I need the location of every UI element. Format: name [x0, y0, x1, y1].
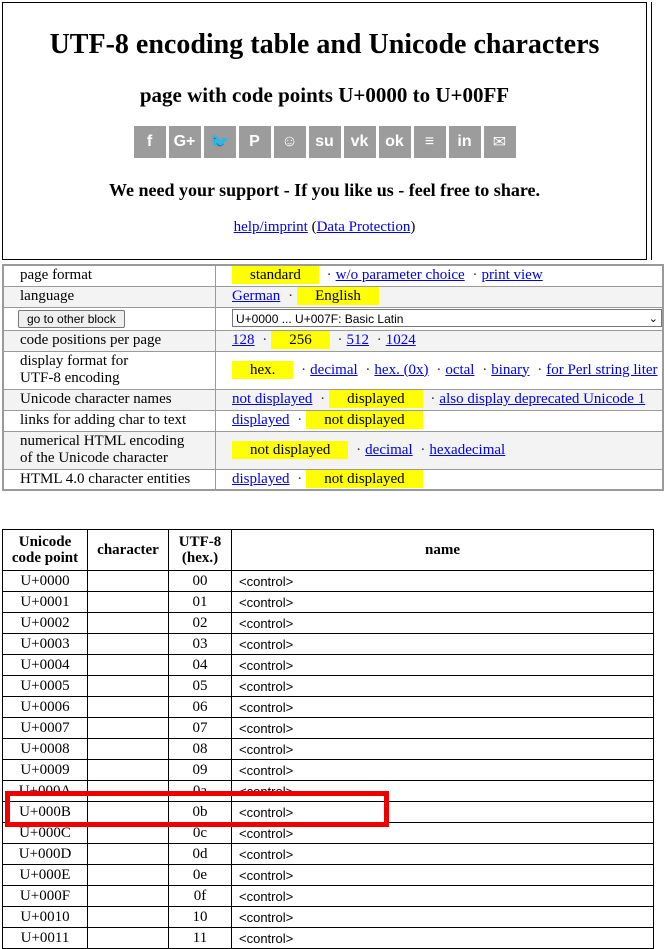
character-cell: [88, 739, 169, 760]
header-code-point: Unicode code point: [3, 530, 88, 571]
go-to-other-block-button[interactable]: go to other block: [18, 310, 125, 328]
utf8-cell: 0d: [169, 844, 232, 865]
character-cell: [88, 802, 169, 823]
name-cell: <control>: [232, 613, 654, 634]
character-cell: [88, 676, 169, 697]
code-point-cell: U+000C: [3, 823, 88, 844]
facebook-icon[interactable]: f: [134, 126, 166, 158]
char-names-options: not displayed · displayed · also display deprecated Unicode 1: [216, 389, 664, 410]
utf8-cell: 05: [169, 676, 232, 697]
name-cell: <control>: [232, 676, 654, 697]
code-point-cell: U+0007: [3, 718, 88, 739]
utf8-cell: 08: [169, 739, 232, 760]
character-cell: [88, 844, 169, 865]
positions-256: 256: [271, 331, 330, 349]
code-point-cell: U+0002: [3, 613, 88, 634]
display-format-hex: hex.: [232, 361, 293, 379]
utf8-cell: 00: [169, 571, 232, 592]
code-point-cell: U+0009: [3, 760, 88, 781]
name-cell: <control>: [232, 802, 654, 823]
character-cell: [88, 592, 169, 613]
name-cell: <control>: [232, 697, 654, 718]
name-cell: <control>: [232, 928, 654, 949]
code-point-cell: U+0004: [3, 655, 88, 676]
table-row: [3, 865, 654, 886]
table-row: [3, 802, 654, 823]
utf8-cell: 04: [169, 655, 232, 676]
page-format-options: standard · w/o parameter choice · print view: [216, 265, 664, 286]
display-format-octal[interactable]: octal: [445, 361, 475, 378]
table-row: [3, 634, 654, 655]
adjacent-box-edge: [651, 2, 657, 260]
links-adding-options: displayed · not displayed: [216, 410, 664, 431]
stumbleupon-icon[interactable]: su: [309, 126, 341, 158]
character-cell: [88, 655, 169, 676]
character-cell: [88, 823, 169, 844]
pinterest-icon[interactable]: P: [239, 126, 271, 158]
footer-links: [3, 219, 646, 236]
code-point-cell: U+0011: [3, 928, 88, 949]
character-cell: [88, 781, 169, 802]
twitter-icon[interactable]: 🐦: [204, 126, 236, 158]
paren-open: (: [311, 219, 317, 235]
name-cell: <control>: [232, 760, 654, 781]
utf8-cell: 02: [169, 613, 232, 634]
char-names-label: Unicode character names: [3, 389, 216, 410]
display-format-decimal[interactable]: decimal: [310, 361, 358, 378]
display-format-label: display format for UTF-8 encoding: [3, 351, 216, 389]
character-cell: [88, 613, 169, 634]
table-row: [3, 760, 654, 781]
reddit-icon[interactable]: ☺: [274, 126, 306, 158]
character-cell: [88, 571, 169, 592]
block-select-value: U+0000 ... U+007F: Basic Latin: [236, 312, 404, 326]
table-row: [3, 739, 654, 760]
paren-close: ): [410, 219, 416, 235]
positions-options: 128 · 256 · 512 · 1024: [216, 330, 664, 351]
language-german[interactable]: German: [232, 288, 281, 304]
email-icon[interactable]: ✉: [484, 126, 516, 158]
code-point-cell: U+0008: [3, 739, 88, 760]
name-cell: <control>: [232, 907, 654, 928]
page-format-standard: standard: [232, 266, 319, 284]
numerical-options: not displayed · decimal · hexadecimal: [216, 431, 664, 469]
code-point-cell: U+0000: [3, 571, 88, 592]
numerical-not-displayed: not displayed: [232, 441, 348, 459]
utf8-cell: 11: [169, 928, 232, 949]
table-row: [3, 823, 654, 844]
table-row: [3, 613, 654, 634]
display-format-perl[interactable]: for Perl string liter: [546, 361, 658, 378]
character-cell: [88, 718, 169, 739]
code-point-cell: U+000B: [3, 802, 88, 823]
utf8-cell: 0e: [169, 865, 232, 886]
header-utf8: UTF-8 (hex.): [169, 530, 232, 571]
table-row: [3, 571, 654, 592]
utf8-cell: 0b: [169, 802, 232, 823]
utf8-cell: 03: [169, 634, 232, 655]
header-name: name: [232, 530, 654, 571]
table-row: [3, 655, 654, 676]
page-title: UTF-8 encoding table and Unicode characters: [49, 29, 600, 60]
character-cell: [88, 634, 169, 655]
positions-1024[interactable]: 1024: [385, 332, 416, 348]
header-box: [2, 2, 647, 260]
name-cell: <control>: [232, 844, 654, 865]
code-point-cell: U+0003: [3, 634, 88, 655]
character-cell: [88, 865, 169, 886]
table-row: [3, 928, 654, 949]
utf8-cell: 0c: [169, 823, 232, 844]
language-english: English: [297, 287, 379, 305]
table-row: [3, 886, 654, 907]
table-row: [3, 907, 654, 928]
table-row: [3, 781, 654, 802]
links-adding-displayed[interactable]: displayed: [232, 412, 290, 428]
support-text: We need your support - If you like us - feel free to share.: [109, 180, 540, 200]
language-label: language: [3, 286, 216, 307]
code-point-cell: U+000E: [3, 865, 88, 886]
char-names-deprecated[interactable]: also display deprecated Unicode 1: [439, 391, 646, 407]
code-point-cell: U+000F: [3, 886, 88, 907]
header-character: character: [88, 530, 169, 571]
links-adding-not-displayed: not displayed: [306, 411, 422, 429]
character-cell: [88, 886, 169, 907]
character-cell: [88, 760, 169, 781]
language-options: German · English: [216, 286, 664, 307]
table-row: [3, 676, 654, 697]
code-point-cell: U+0005: [3, 676, 88, 697]
name-cell: <control>: [232, 865, 654, 886]
code-point-cell: U+0001: [3, 592, 88, 613]
help-imprint-link[interactable]: help/imprint: [233, 219, 308, 235]
name-cell: <control>: [232, 655, 654, 676]
unicode-table: [2, 529, 654, 949]
data-protection-link[interactable]: Data Protection: [316, 219, 411, 235]
page-format-no-params[interactable]: w/o parameter choice: [335, 267, 465, 284]
utf8-cell: 07: [169, 718, 232, 739]
utf8-cell: 06: [169, 697, 232, 718]
name-cell: <control>: [232, 592, 654, 613]
chevron-down-icon: ⌄: [648, 313, 658, 325]
utf8-cell: 09: [169, 760, 232, 781]
page-format-print-view[interactable]: print view: [481, 267, 543, 284]
links-adding-label: links for adding char to text: [3, 410, 216, 431]
char-names-displayed: displayed: [329, 390, 423, 408]
numerical-decimal[interactable]: decimal: [365, 441, 413, 458]
utf8-cell: 0a: [169, 781, 232, 802]
page-subtitle: page with code points U+0000 to U+00FF: [139, 83, 510, 107]
settings-table: [2, 264, 664, 491]
code-point-cell: U+000D: [3, 844, 88, 865]
char-names-not-displayed[interactable]: not displayed: [232, 391, 313, 407]
block-select[interactable]: [232, 309, 662, 327]
code-point-cell: U+000A: [3, 781, 88, 802]
entities-not-displayed: not displayed: [306, 470, 422, 488]
linkedin-icon[interactable]: in: [449, 126, 481, 158]
unicode-table-body: [3, 571, 654, 949]
table-row: [3, 592, 654, 613]
entities-label: HTML 4.0 character entities: [3, 469, 216, 490]
name-cell: <control>: [232, 739, 654, 760]
table-row: [3, 718, 654, 739]
display-format-hex0x[interactable]: hex. (0x): [374, 361, 429, 378]
positions-512[interactable]: 512: [346, 332, 369, 348]
utf8-cell: 10: [169, 907, 232, 928]
numerical-hexadecimal[interactable]: hexadecimal: [429, 441, 506, 458]
name-cell: <control>: [232, 823, 654, 844]
share-buttons: [3, 126, 646, 158]
name-cell: <control>: [232, 634, 654, 655]
character-cell: [88, 928, 169, 949]
table-row: [3, 697, 654, 718]
character-cell: [88, 697, 169, 718]
name-cell: <control>: [232, 571, 654, 592]
vk-icon[interactable]: vk: [344, 126, 376, 158]
page-format-label: page format: [3, 265, 216, 286]
buffer-icon[interactable]: ≡: [414, 126, 446, 158]
name-cell: <control>: [232, 718, 654, 739]
entities-options: displayed · not displayed: [216, 469, 664, 490]
numerical-label: numerical HTML encoding of the Unicode character: [3, 431, 216, 469]
name-cell: <control>: [232, 886, 654, 907]
code-point-cell: U+0010: [3, 907, 88, 928]
display-format-binary[interactable]: binary: [491, 361, 530, 378]
google-plus-icon[interactable]: G+: [169, 126, 201, 158]
utf8-cell: 01: [169, 592, 232, 613]
entities-displayed[interactable]: displayed: [232, 470, 290, 487]
character-cell: [88, 907, 169, 928]
display-format-options: hex. · decimal · hex. (0x) · octal · binary · for Perl string liter: [216, 351, 664, 389]
positions-128[interactable]: 128: [232, 332, 255, 348]
table-row: [3, 844, 654, 865]
positions-label: code positions per page: [3, 330, 216, 351]
name-cell: <control>: [232, 781, 654, 802]
odnoklassniki-icon[interactable]: ok: [379, 126, 411, 158]
utf8-cell: 0f: [169, 886, 232, 907]
code-point-cell: U+0006: [3, 697, 88, 718]
